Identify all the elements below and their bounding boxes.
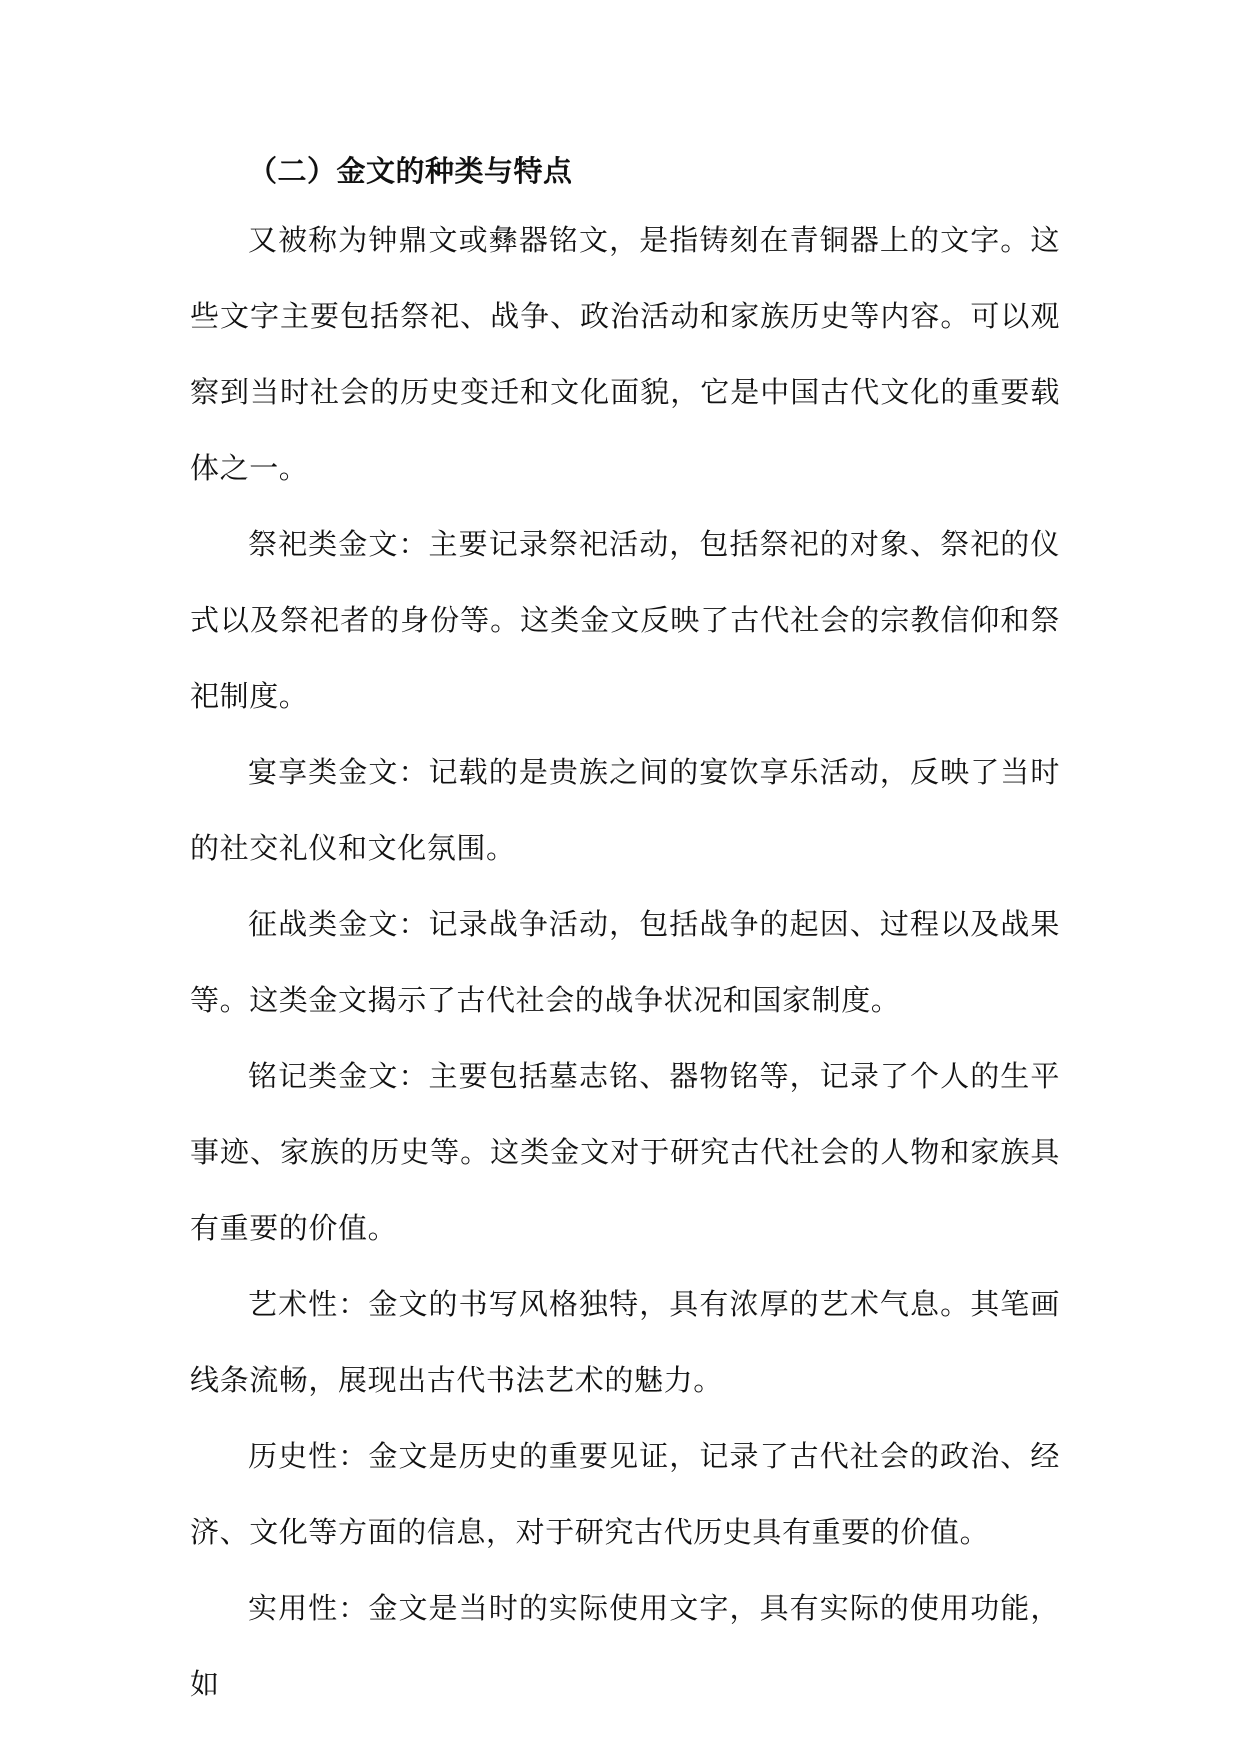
paragraph-inscription: 铭记类金文：主要包括墓志铭、器物铭等，记录了个人的生平事迹、家族的历史等。这类金文对于研究古代社会的人物和家族具有重要的价值。 [190, 1059, 1060, 1245]
paragraph-history: 历史性：金文是历史的重要见证，记录了古代社会的政治、经济、文化等方面的信息，对于研究古代历史具有重要的价值。 [190, 1439, 1060, 1549]
paragraph-artistry: 艺术性：金文的书写风格独特，具有浓厚的艺术气息。其笔画线条流畅，展现出古代书法艺术的魅力。 [190, 1287, 1060, 1397]
document-body [190, 140, 1060, 1722]
paragraph-intro: 又被称为钟鼎文或彝器铭文，是指铸刻在青铜器上的文字。这些文字主要包括祭祀、战争、政治活动和家族历史等内容。可以观察到当时社会的历史变迁和文化面貌，它是中国古代文化的重要载体之一。 [190, 223, 1060, 485]
paragraph-practicality: 实用性：金文是当时的实际使用文字，具有实际的使用功能，如 [190, 1591, 1060, 1701]
paragraph-banquet: 宴享类金文：记载的是贵族之间的宴饮享乐活动，反映了当时的社交礼仪和文化氛围。 [190, 755, 1060, 865]
section-heading: （二）金文的种类与特点 [248, 154, 573, 188]
paragraph-sacrifice: 祭祀类金文：主要记录祭祀活动，包括祭祀的对象、祭祀的仪式以及祭祀者的身份等。这类金文反映了古代社会的宗教信仰和祭祀制度。 [190, 527, 1060, 713]
paragraph-warfare: 征战类金文：记录战争活动，包括战争的起因、过程以及战果等。这类金文揭示了古代社会的战争状况和国家制度。 [190, 907, 1060, 1017]
